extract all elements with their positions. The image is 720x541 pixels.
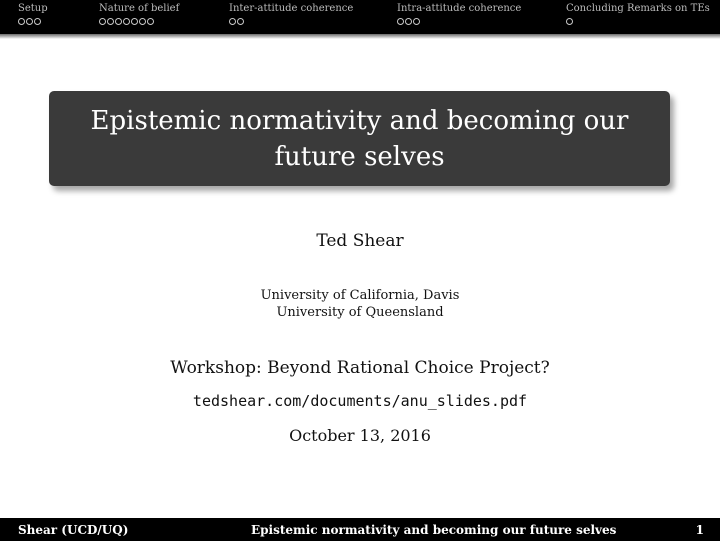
nav-frame-dot[interactable] xyxy=(397,18,404,25)
nav-section-dots xyxy=(229,18,353,25)
nav-section-label: Inter-attitude coherence xyxy=(229,3,354,14)
author-name: Ted Shear xyxy=(316,231,404,251)
footer-title: Epistemic normativity and becoming our future selves xyxy=(251,523,617,537)
nav-section-label: Nature of belief xyxy=(99,3,180,14)
nav-frame-dot[interactable] xyxy=(413,18,420,25)
nav-bar-shadow xyxy=(0,34,720,39)
event-name: Workshop: Beyond Rational Choice Project? xyxy=(170,358,550,378)
section-navigation-bar xyxy=(0,0,720,34)
nav-section-dots xyxy=(99,18,179,25)
nav-frame-dot[interactable] xyxy=(26,18,33,25)
nav-frame-dot[interactable] xyxy=(18,18,25,25)
title-block xyxy=(49,91,670,186)
slides-url[interactable]: tedshear.com/documents/anu_slides.pdf xyxy=(192,392,528,410)
nav-section-setup[interactable] xyxy=(18,3,48,25)
nav-frame-dot[interactable] xyxy=(147,18,154,25)
slide-title: Epistemic normativity and becoming our future selves xyxy=(90,105,629,172)
nav-section-nature-of-belief[interactable] xyxy=(99,3,179,25)
nav-frame-dot[interactable] xyxy=(237,18,244,25)
nav-frame-dot[interactable] xyxy=(107,18,114,25)
footer-author: Shear (UCD/UQ) xyxy=(18,523,129,537)
nav-frame-dot[interactable] xyxy=(566,18,573,25)
nav-section-dots xyxy=(566,18,710,25)
nav-section-concluding-remarks[interactable] xyxy=(566,3,710,25)
nav-frame-dot[interactable] xyxy=(34,18,41,25)
nav-section-inter-attitude-coherence[interactable] xyxy=(229,3,353,25)
institution-primary: University of California, Davis xyxy=(260,288,460,303)
nav-frame-dot[interactable] xyxy=(229,18,236,25)
nav-frame-dot[interactable] xyxy=(131,18,138,25)
nav-frame-dot[interactable] xyxy=(115,18,122,25)
institution-secondary: University of Queensland xyxy=(276,305,444,320)
nav-section-label: Intra-attitude coherence xyxy=(397,3,522,14)
nav-section-dots xyxy=(18,18,48,25)
nav-frame-dot[interactable] xyxy=(123,18,130,25)
footer-bar xyxy=(0,518,720,541)
nav-section-dots xyxy=(397,18,521,25)
page-number: 1 xyxy=(695,523,704,537)
nav-frame-dot[interactable] xyxy=(139,18,146,25)
nav-frame-dot[interactable] xyxy=(405,18,412,25)
nav-section-label: Setup xyxy=(18,3,48,14)
presentation-date: October 13, 2016 xyxy=(289,426,431,445)
nav-frame-dot[interactable] xyxy=(99,18,106,25)
nav-section-label: Concluding Remarks on TEs xyxy=(566,3,710,14)
nav-section-intra-attitude-coherence[interactable] xyxy=(397,3,521,25)
